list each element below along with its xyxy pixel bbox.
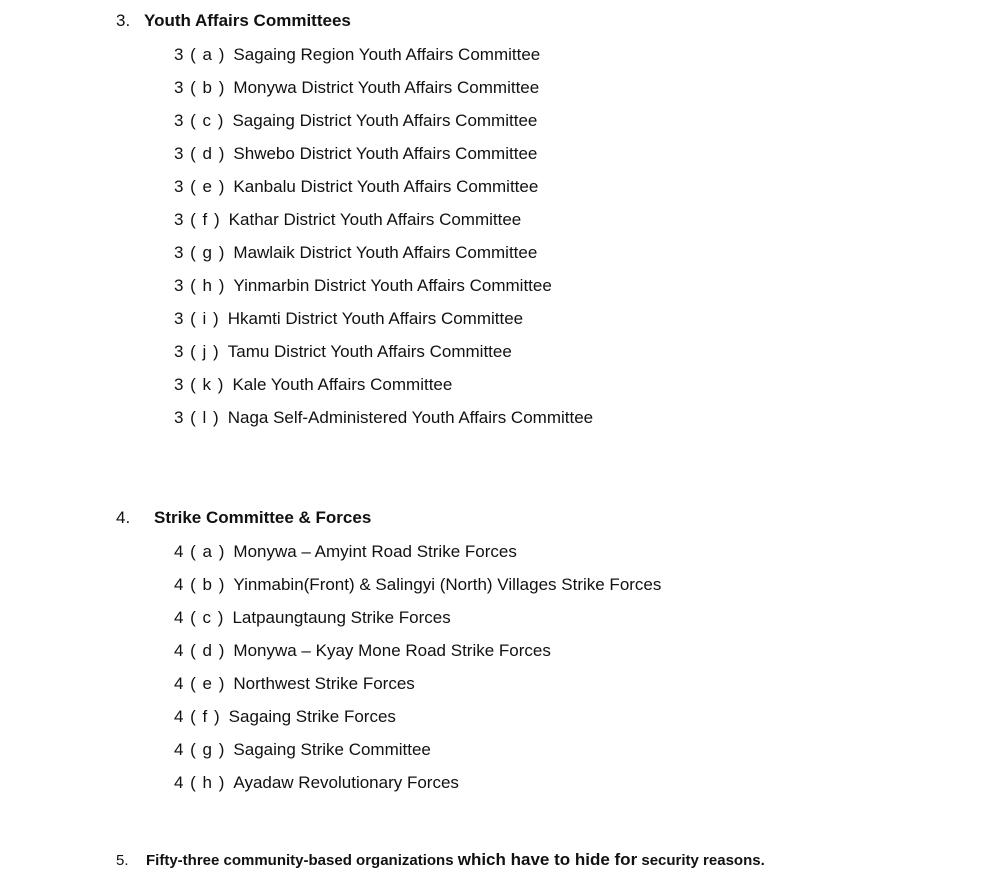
item-text: Kathar District Youth Affairs Committee bbox=[228, 210, 522, 229]
section-4-heading bbox=[116, 508, 371, 528]
item-text: Shwebo District Youth Affairs Committee bbox=[233, 144, 538, 163]
item-text: Sagaing Strike Committee bbox=[233, 740, 431, 759]
list-item bbox=[174, 707, 661, 740]
list-item bbox=[174, 177, 593, 210]
list-item bbox=[174, 276, 593, 309]
item-label: 3 ( c ) bbox=[174, 111, 225, 130]
item-label: 4 ( g ) bbox=[174, 740, 226, 759]
list-item bbox=[174, 210, 593, 243]
item-label: 3 ( f ) bbox=[174, 210, 221, 229]
list-item bbox=[174, 641, 661, 674]
item-text: Monywa District Youth Affairs Committee bbox=[233, 78, 540, 97]
item-label: 4 ( e ) bbox=[174, 674, 226, 693]
item-label: 4 ( a ) bbox=[174, 542, 226, 561]
item-label: 3 ( a ) bbox=[174, 45, 226, 64]
item-label: 3 ( b ) bbox=[174, 78, 226, 97]
list-item bbox=[174, 542, 661, 575]
item-label: 3 ( j ) bbox=[174, 342, 220, 361]
list-item bbox=[174, 309, 593, 342]
list-item bbox=[174, 243, 593, 276]
section-5-line bbox=[116, 850, 765, 870]
item-text: Sagaing Region Youth Affairs Committee bbox=[233, 45, 541, 64]
list-item bbox=[174, 740, 661, 773]
section-number: 5. bbox=[116, 852, 129, 869]
section-3-list bbox=[174, 45, 593, 441]
item-label: 3 ( i ) bbox=[174, 309, 220, 328]
section-title: Strike Committee & Forces bbox=[154, 508, 372, 527]
item-text: Latpaungtaung Strike Forces bbox=[232, 608, 451, 627]
item-label: 3 ( d ) bbox=[174, 144, 226, 163]
item-label: 4 ( h ) bbox=[174, 773, 226, 792]
item-label: 4 ( d ) bbox=[174, 641, 226, 660]
section-number: 3. bbox=[116, 11, 131, 30]
item-label: 3 ( l ) bbox=[174, 408, 220, 427]
section-number: 4. bbox=[116, 508, 131, 527]
list-item bbox=[174, 144, 593, 177]
item-label: 4 ( b ) bbox=[174, 575, 226, 594]
item-label: 3 ( h ) bbox=[174, 276, 226, 295]
list-item bbox=[174, 111, 593, 144]
item-text: Yinmarbin District Youth Affairs Committee bbox=[233, 276, 552, 295]
item-text: Kanbalu District Youth Affairs Committee bbox=[233, 177, 539, 196]
item-label: 4 ( f ) bbox=[174, 707, 221, 726]
section-5-text-part2: which have to hide for bbox=[457, 850, 638, 869]
item-text: Sagaing Strike Forces bbox=[228, 707, 396, 726]
item-text: Monywa – Kyay Mone Road Strike Forces bbox=[233, 641, 551, 660]
list-item bbox=[174, 608, 661, 641]
list-item bbox=[174, 342, 593, 375]
item-text: Monywa – Amyint Road Strike Forces bbox=[233, 542, 517, 561]
section-5-text-part1: Fifty-three community-based organizations bbox=[146, 852, 454, 869]
item-text: Tamu District Youth Affairs Committee bbox=[227, 342, 512, 361]
section-title: Youth Affairs Committees bbox=[144, 11, 351, 30]
item-text: Sagaing District Youth Affairs Committee bbox=[232, 111, 538, 130]
item-label: 3 ( k ) bbox=[174, 375, 225, 394]
list-item bbox=[174, 408, 593, 441]
section-4-list bbox=[174, 542, 661, 806]
section-5-text-part3: security reasons. bbox=[641, 852, 765, 869]
item-text: Hkamti District Youth Affairs Committee bbox=[227, 309, 524, 328]
list-item bbox=[174, 375, 593, 408]
list-item bbox=[174, 78, 593, 111]
list-item bbox=[174, 45, 593, 78]
item-text: Ayadaw Revolutionary Forces bbox=[233, 773, 459, 792]
item-label: 4 ( c ) bbox=[174, 608, 225, 627]
item-text: Northwest Strike Forces bbox=[233, 674, 415, 693]
list-item bbox=[174, 773, 661, 806]
list-item bbox=[174, 575, 661, 608]
item-text: Yinmabin(Front) & Salingyi (North) Villages Strike Forces bbox=[233, 575, 662, 594]
item-text: Kale Youth Affairs Committee bbox=[232, 375, 453, 394]
item-text: Mawlaik District Youth Affairs Committee bbox=[233, 243, 538, 262]
item-label: 3 ( g ) bbox=[174, 243, 226, 262]
section-3-heading bbox=[116, 11, 351, 31]
item-text: Naga Self-Administered Youth Affairs Committee bbox=[227, 408, 594, 427]
item-label: 3 ( e ) bbox=[174, 177, 226, 196]
list-item bbox=[174, 674, 661, 707]
